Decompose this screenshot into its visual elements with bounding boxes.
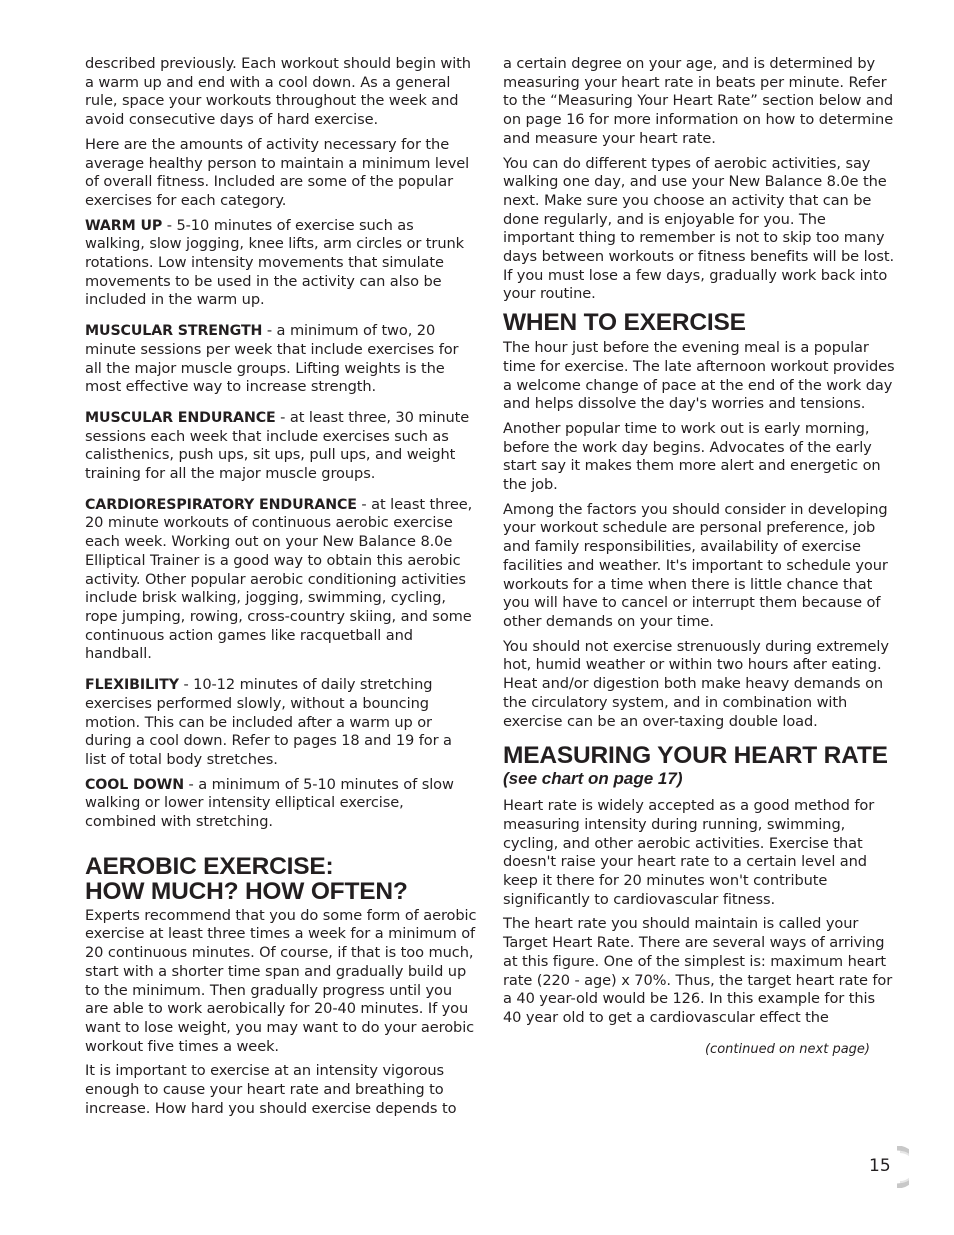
when-paragraph-2: Another popular time to work out is early morning, before the work day begins. Advocates of the early start say it makes them more alert and energetic on the job. <box>503 419 881 494</box>
when-paragraph-3: Among the factors you should consider in developing your workout schedule are personal preference, job and family responsibilities, availability of exercise facilities and weather. It's important to schedule your workouts for a time when there is little chance that you will have to cancel or interrupt them because of other demands on your time. <box>503 500 888 630</box>
cardio-endurance-text: - at least three, 20 minute workouts of continuous aerobic exercise each week. Working out on your New Balance 8.0e Elliptical Trainer is a good way to obtain this aerobic activity. Other popular aerobic conditioning activities include brisk walking, jogging, swimming, cycling, rope jumping, rowing, cross-country skiing, and some continuous action games like racquetball and handball. <box>85 495 473 663</box>
cardio-endurance-term: CARDIORESPIRATORY ENDURANCE <box>85 496 357 513</box>
page-number-badge <box>869 1146 909 1188</box>
muscular-endurance-text: - at least three, 30 minute sessions each week that include exercises such as calisthenics, push ups, sit ups, pull ups, and weight training for all the major muscle groups. <box>85 408 470 483</box>
activity-amounts-paragraph: Here are the amounts of activity necessary for the average healthy person to maintain a minimum level of overall fitness. Included are some of the popular exercises for each category. <box>85 135 470 209</box>
page-number: 15 <box>869 1156 891 1176</box>
aerobic-paragraph-1: Experts recommend that you do some form of aerobic exercise at least three times a week for a minimum of 20 continuous minutes. Of course, if that is too much, start with a shorter time span and gradually build up to the minimum. Then gradually progress until you are able to work aerobically for 20-40 minutes. If you want to lose weight, you may want to do your aerobic workout five times a week. <box>85 906 477 1055</box>
heart-rate-subheading: (see chart on page 17) <box>503 769 683 789</box>
flexibility-paragraph <box>85 676 477 770</box>
flexibility-term: FLEXIBILITY <box>85 677 179 694</box>
measuring-heart-rate-heading: MEASURING YOUR HEART RATE <box>503 742 888 770</box>
warmup-term: WARM UP <box>85 217 163 234</box>
aerobic-paragraph-2: It is important to exercise at an intensity vigorous enough to cause your heart rate and breathing to increase. How hard you should exercise depends to <box>85 1062 457 1117</box>
right-column <box>503 55 896 1057</box>
when-to-exercise-heading: WHEN TO EXERCISE <box>503 309 746 337</box>
muscular-strength-paragraph <box>85 322 477 397</box>
when-paragraph-4: You should not exercise strenuously during extremely hot, humid weather or within two hours after eating. Heat and/or digestion both make heavy demands on the circulatory system, and in combination with exercise can be an over-taxing double load. <box>503 637 889 730</box>
aerobic-heading-line-1: AEROBIC EXERCISE: <box>85 852 334 880</box>
cool-down-paragraph <box>85 776 477 832</box>
heart-paragraph-1: Heart rate is widely accepted as a good method for measuring intensity during running, swimming, cycling, and other aerobic activities. Exercise that doesn't raise your heart rate to a certain level and keep it there for 20 minutes won't contribute significantly to cardiovascular fitness. <box>503 797 875 908</box>
muscular-endurance-paragraph <box>85 409 477 484</box>
aerobic-heading-line-2: HOW MUCH? HOW OFTEN? <box>85 877 408 905</box>
intro-paragraph: described previously. Each workout should begin with a warm up and end with a cool down. As a general rule, space your workouts throughout the week and avoid consecutive days of hard exercise. <box>85 55 471 129</box>
muscular-endurance-term: MUSCULAR ENDURANCE <box>85 409 276 426</box>
warmup-text: - 5-10 minutes of exercise such as walking, slow jogging, knee lifts, arm circles or trunk rotations. Low intensity movements that simulate movements to be used in the activity can also be included in the warm up. <box>85 216 464 309</box>
muscular-strength-text: - a minimum of two, 20 minute sessions per week that include exercises for all the major muscle groups. Lifting weights is the most effective way to increase strength. <box>85 322 459 396</box>
continued-note: (continued on next page) <box>704 1041 870 1057</box>
flexibility-text: - 10-12 minutes of daily stretching exercises performed slowly, without a bouncing motion. This can be included after a warm up or during a cool down. Refer to pages 18 and 19 for a list of total body stretches. <box>85 676 452 768</box>
cool-down-term: COOL DOWN <box>85 776 184 793</box>
cardio-endurance-paragraph <box>85 496 477 664</box>
heart-rate-intro-paragraph: a certain degree on your age, and is determined by measuring your heart rate in beats per minute. Refer to the “Measuring Your Heart Rate” section below and on page 16 for more information on how to determine and measure your heart rate. <box>503 55 894 147</box>
heart-paragraph-2: The heart rate you should maintain is called your Target Heart Rate. There are several ways of arriving at this figure. One of the simplest is: maximum heart rate (220 - age) x 70%. Thus, the target heart rate for a 40 year-old would be 126. In this example for this 40 year old to get a cardiovascular effect the <box>503 915 893 1026</box>
muscular-strength-term: MUSCULAR STRENGTH <box>85 323 263 340</box>
when-paragraph-1: The hour just before the evening meal is a popular time for exercise. The late afternoon workout provides a welcome change of pace at the end of the work day and helps dissolve the day's worries and tensions. <box>503 339 895 413</box>
cool-down-text: - a minimum of 5-10 minutes of slow walking or lower intensity elliptical exercise, combined with stretching. <box>85 775 454 831</box>
aerobic-exercise-heading <box>85 854 477 904</box>
warmup-paragraph <box>85 217 477 311</box>
aerobic-variety-paragraph: You can do different types of aerobic activities, say walking one day, and use your New Balance 8.0e the next. Make sure you choose an activity that can be done regularly, and is enjoyable for you. The important thing to remember is not to skip too many days between workouts or fitness benefits will be lost. If you must lose a few days, gradually work back into your routine. <box>503 154 895 303</box>
left-column <box>85 55 477 1124</box>
